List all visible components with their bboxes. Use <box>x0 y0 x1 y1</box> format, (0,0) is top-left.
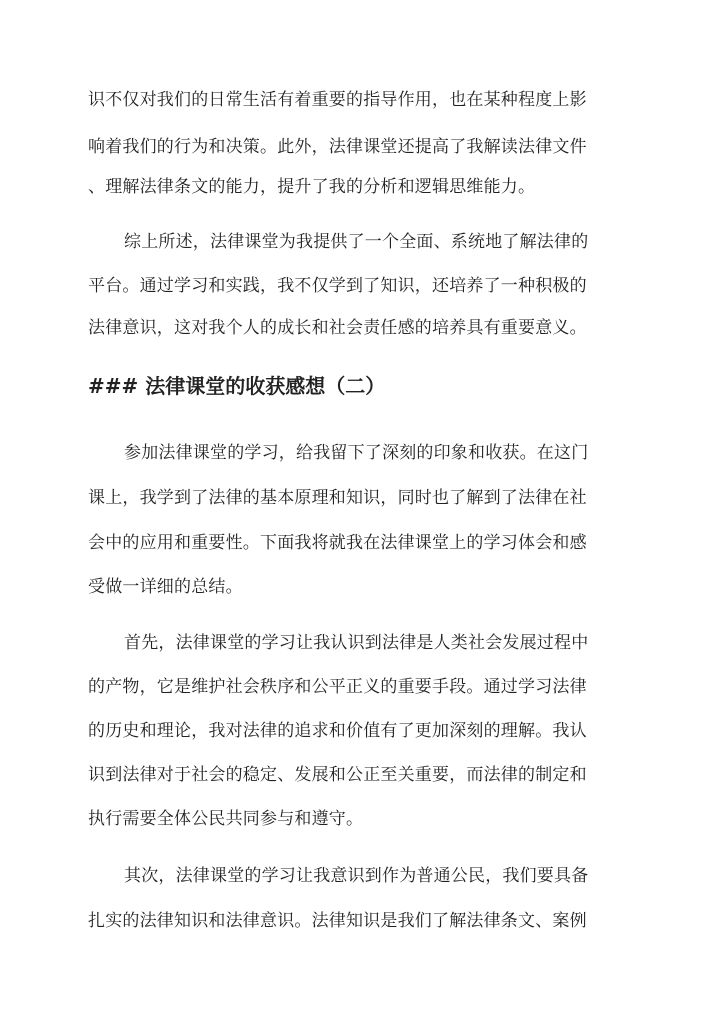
paragraph-line: 受做一详细的总结。 <box>88 577 243 597</box>
paragraph-line: 会中的应用和重要性。下面我将就我在法律课堂上的学习体会和感 <box>88 533 587 553</box>
paragraph-line: 综上所述，法律课堂为我提供了一个全面、系统地了解法律的 <box>124 232 589 252</box>
paragraph-line: 识到法律对于社会的稳定、发展和公正至关重要，而法律的制定和 <box>88 765 587 785</box>
paragraph-line: 其次，法律课堂的学习让我意识到作为普通公民，我们要具备 <box>124 866 589 886</box>
paragraph-line: 课上，我学到了法律的基本原理和知识，同时也了解到了法律在社 <box>88 488 587 508</box>
paragraph-line: 平台。通过学习和实践，我不仅学到了知识，还培养了一种积极的 <box>88 276 587 296</box>
paragraph-line: 、理解法律条文的能力，提升了我的分析和逻辑思维能力。 <box>88 177 536 197</box>
paragraph-line: 法律意识，这对我个人的成长和社会责任感的培养具有重要意义。 <box>88 318 587 338</box>
paragraph-line: 识不仅对我们的日常生活有着重要的指导作用，也在某种程度上影 <box>88 90 587 110</box>
paragraph-line: 扎实的法律知识和法律意识。法律知识是我们了解法律条文、案例 <box>88 911 587 931</box>
paragraph-line: 响着我们的行为和决策。此外，法律课堂还提高了我解读法律文件 <box>88 137 587 157</box>
paragraph-line: 的历史和理论，我对法律的追求和价值有了更加深刻的理解。我认 <box>88 721 587 741</box>
paragraph-line: 的产物，它是维护社会秩序和公平正义的重要手段。通过学习法律 <box>88 677 587 697</box>
paragraph-line: 执行需要全体公民共同参与和遵守。 <box>88 809 364 829</box>
section-heading: ### 法律课堂的收获感想（二） <box>88 374 386 398</box>
paragraph-line: 首先，法律课堂的学习让我认识到法律是人类社会发展过程中 <box>124 633 589 653</box>
paragraph-line: 参加法律课堂的学习，给我留下了深刻的印象和收获。在这门 <box>124 443 589 463</box>
